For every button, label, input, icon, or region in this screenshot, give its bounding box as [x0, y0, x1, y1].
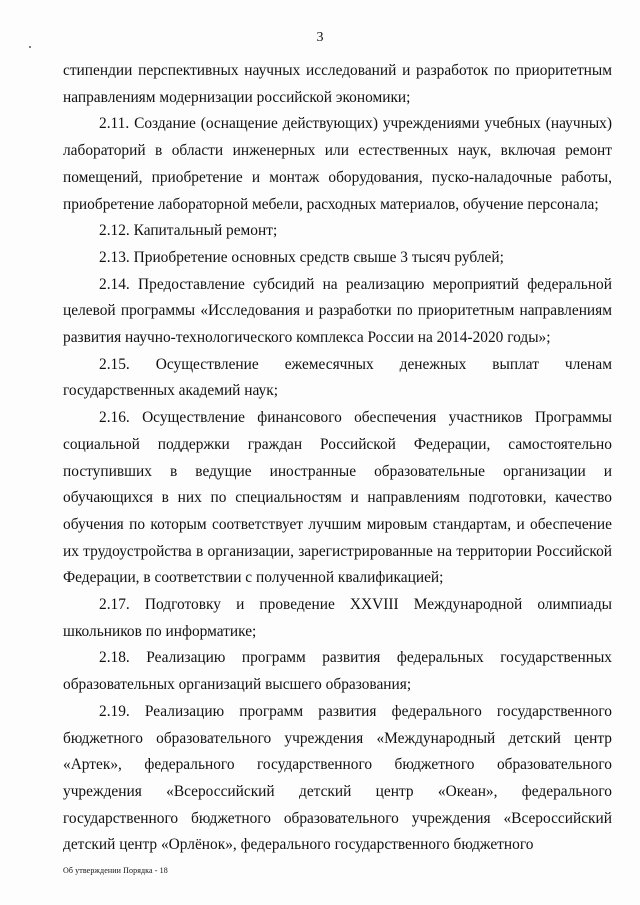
- footer-doc-reference: Об утверждении Порядка - 18: [63, 866, 168, 875]
- paragraph-2-16: 2.16. Осуществление финансового обеспечения участников Программы социальной поддержки граждан Российской Федерации, самостоятельно поступивших в ведущие иностранные образовательные организации и обучающихся в них по специальностям и направлениям подготовки, качество обучения по которым соответствует лучшим мировым стандартам, и обеспечение их трудоустройства в организации, зарегистрированные на территории Российской Федерации, в соответствии с полученной квалификацией;: [63, 409, 612, 587]
- paragraph-2-14: 2.14. Предоставление субсидий на реализацию мероприятий федеральной целевой программы «Исследования и разработки по приоритетным направлениям развития научно-технологического комплекса России на 2014-2020 годы»;: [63, 275, 612, 347]
- paragraph-2-15: 2.15. Осуществление ежемесячных денежных выплат членам государственных академий наук;: [63, 355, 612, 400]
- paragraph-2-13: 2.13. Приобретение основных средств свыше 3 тысяч рублей;: [99, 248, 504, 266]
- paragraph-2-19: 2.19. Реализацию программ развития федерального государственного бюджетного образовательного учреждения «Международный детский центр «Артек», федерального государственного бюджетного образовательного учреждения «Всероссийский детский центр «Океан», федерального государственного бюджетного образовательного учреждения «Всероссийский детский центр «Орлёнок», федерального государственного бюджетного: [63, 702, 612, 854]
- document-body: [63, 58, 612, 859]
- page-number: 3: [316, 30, 324, 45]
- paragraph-2-17: 2.17. Подготовку и проведение XXVIII Международной олимпиады школьников по информатике;: [63, 596, 612, 640]
- paragraph-continuation: стипендии перспективных научных исследований и разработок по приоритетным направлениям модернизации российской экономики;: [63, 62, 612, 106]
- paragraph-2-18: 2.18. Реализацию программ развития федеральных государственных образовательных организаций высшего образования;: [63, 649, 612, 694]
- paragraph-2-12: 2.12. Капитальный ремонт;: [99, 222, 278, 240]
- scan-speck: [29, 46, 31, 48]
- paragraph-2-11: 2.11. Создание (оснащение действующих) учреждениями учебных (научных) лабораторий в области инженерных или естественных наук, включая ремонт помещений, приобретение и монтаж оборудования, пуско-наладочные работы, приобретение лабораторной мебели, расходных материалов, обучение персонала;: [63, 115, 612, 213]
